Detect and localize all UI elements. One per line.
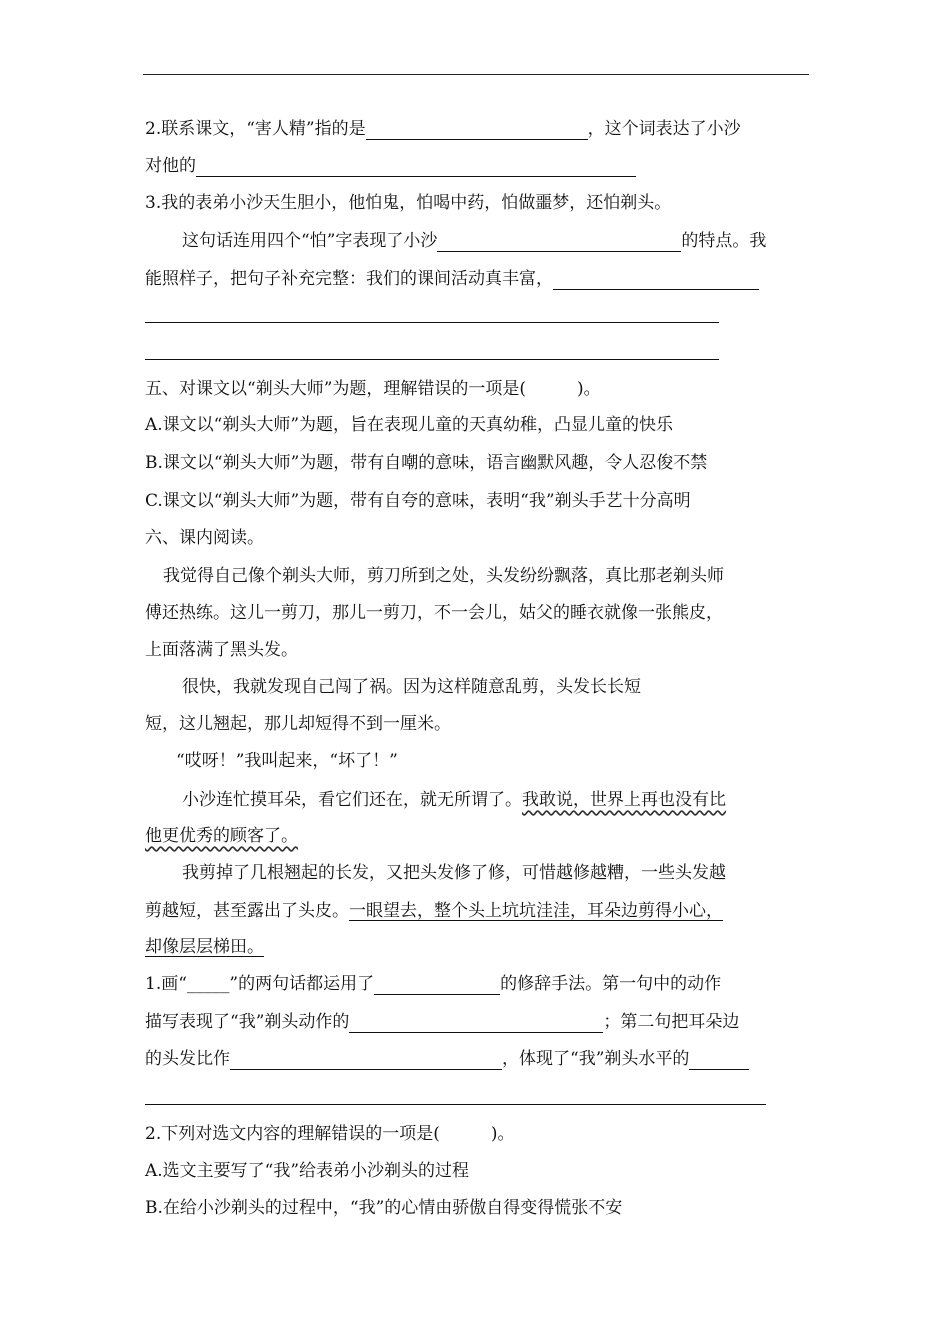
q6-1-answer-line[interactable]: [145, 1104, 766, 1105]
q3-answer-blank-2[interactable]: [553, 271, 759, 290]
q6-1-text-a: 1.画“: [145, 974, 187, 994]
q6-2-title: 2.下列对选文内容的理解错误的一项是( )。: [145, 1124, 515, 1144]
q2-text-c: 对他的: [145, 156, 196, 176]
passage-p5-line-3: [145, 936, 264, 958]
passage-p4-text: 小沙连忙摸耳朵，看它们还在，就无所谓了。: [182, 790, 522, 810]
passage-p2-line-2: 短，这儿翘起，那儿却短得不到一厘米。: [145, 714, 451, 734]
q6-1-answer-blank-2[interactable]: [349, 1014, 603, 1033]
section5-option-c: C.课文以“剃头大师”为题，带有自夸的意味，表明“我”剃头手艺十分高明: [145, 491, 691, 511]
section5-title: 五、对课文以“剃头大师”为题，理解错误的一项是( )。: [145, 379, 601, 399]
passage-p5-text: 剪越短，甚至露出了头皮。: [145, 901, 349, 921]
q2-line-2: [145, 155, 636, 177]
q6-1-text-e: ；第二句把耳朵边: [603, 1012, 740, 1032]
section5-option-b: B.课文以“剃头大师”为题，带有自嘲的意味，语言幽默风趣，令人忍俊不禁: [145, 453, 708, 473]
passage-p5-line-2: [145, 900, 723, 922]
q3-answer-line-2[interactable]: [145, 359, 719, 360]
header-rule: [143, 74, 809, 75]
q2-answer-blank-1[interactable]: [366, 121, 588, 140]
q3-line-3: [145, 268, 759, 290]
q3-answer-line-1[interactable]: [145, 322, 719, 323]
q6-1-answer-blank-1[interactable]: [374, 976, 500, 995]
q3-answer-blank-1[interactable]: [437, 233, 681, 252]
q3-line-2: [182, 230, 766, 252]
section6-title: 六、课内阅读。: [145, 528, 264, 548]
passage-p4-line-2: [145, 825, 298, 847]
q6-2-option-a: A.选文主要写了“我”给表弟小沙剃头的过程: [145, 1161, 470, 1181]
q3-text-c: 能照样子，把句子补充完整：我们的课间活动真丰富，: [145, 269, 553, 289]
passage-p3: “哎呀！”我叫起来，“坏了！”: [176, 751, 398, 771]
q6-1-text-g: ，体现了“我”剃头水平的: [502, 1049, 690, 1069]
q6-1-line-1: [145, 973, 721, 995]
passage-p2-line-1: 很快，我就发现自己闯了祸。因为这样随意乱剪，头发长长短: [182, 677, 641, 697]
section5-option-a: A.课文以“剃头大师”为题，旨在表现儿童的天真幼稚，凸显儿童的快乐: [145, 415, 674, 435]
q6-1-text-c: 的修辞手法。第一句中的动作: [500, 974, 722, 994]
q3-text-b: 的特点。我: [681, 231, 767, 251]
passage-p1-line-3: 上面落满了黑头发。: [145, 640, 298, 660]
wavy-underlined-sentence-part-1: 我敢说，世界上再也没有比: [522, 790, 726, 810]
q3-text-a: 这句话连用四个“怕”字表现了小沙: [182, 231, 438, 251]
q6-1-text-f: 的头发比作: [145, 1049, 230, 1069]
q3-line-1: 3.我的表弟小沙天生胆小，他怕鬼，怕喝中药，怕做噩梦，还怕剃头。: [145, 193, 672, 213]
q6-1-mark: _____: [186, 974, 230, 994]
passage-p4-line-1: [182, 789, 726, 811]
q2-answer-blank-2[interactable]: [196, 158, 636, 177]
q6-1-line-3: [145, 1048, 749, 1070]
passage-p5-line-1: 我剪掉了几根翘起的长发，又把头发修了修，可惜越修越糟，一些头发越: [182, 863, 726, 883]
q6-1-line-2: [145, 1011, 739, 1033]
q2-text-b: ，这个词表达了小沙: [587, 119, 741, 139]
underlined-sentence-part-2: 却像层层梯田。: [145, 937, 264, 957]
q6-2-option-b: B.在给小沙剃头的过程中，“我”的心情由骄傲自得变得慌张不安: [145, 1198, 623, 1218]
passage-p1-line-1: 我觉得自己像个剃头大师，剪刀所到之处，头发纷纷飘落，真比那老剃头师: [163, 566, 724, 586]
q6-1-text-d: 描写表现了“我”剃头动作的: [145, 1012, 350, 1032]
q6-1-text-b: ”的两句话都运用了: [229, 974, 375, 994]
wavy-underlined-sentence-part-2: 他更优秀的顾客了。: [145, 826, 298, 846]
q6-1-answer-blank-4[interactable]: [689, 1051, 749, 1070]
q2-text-a: 2.联系课文，“害人精”指的是: [145, 119, 366, 139]
q6-1-answer-blank-3[interactable]: [230, 1051, 502, 1070]
underlined-sentence-part-1: 一眼望去，整个头上坑坑洼洼，耳朵边剪得小心，: [349, 901, 723, 921]
q2-line-1: [145, 118, 741, 140]
passage-p1-line-2: 傅还热练。这儿一剪刀，那儿一剪刀，不一会儿，姑父的睡衣就像一张熊皮，: [145, 603, 723, 623]
